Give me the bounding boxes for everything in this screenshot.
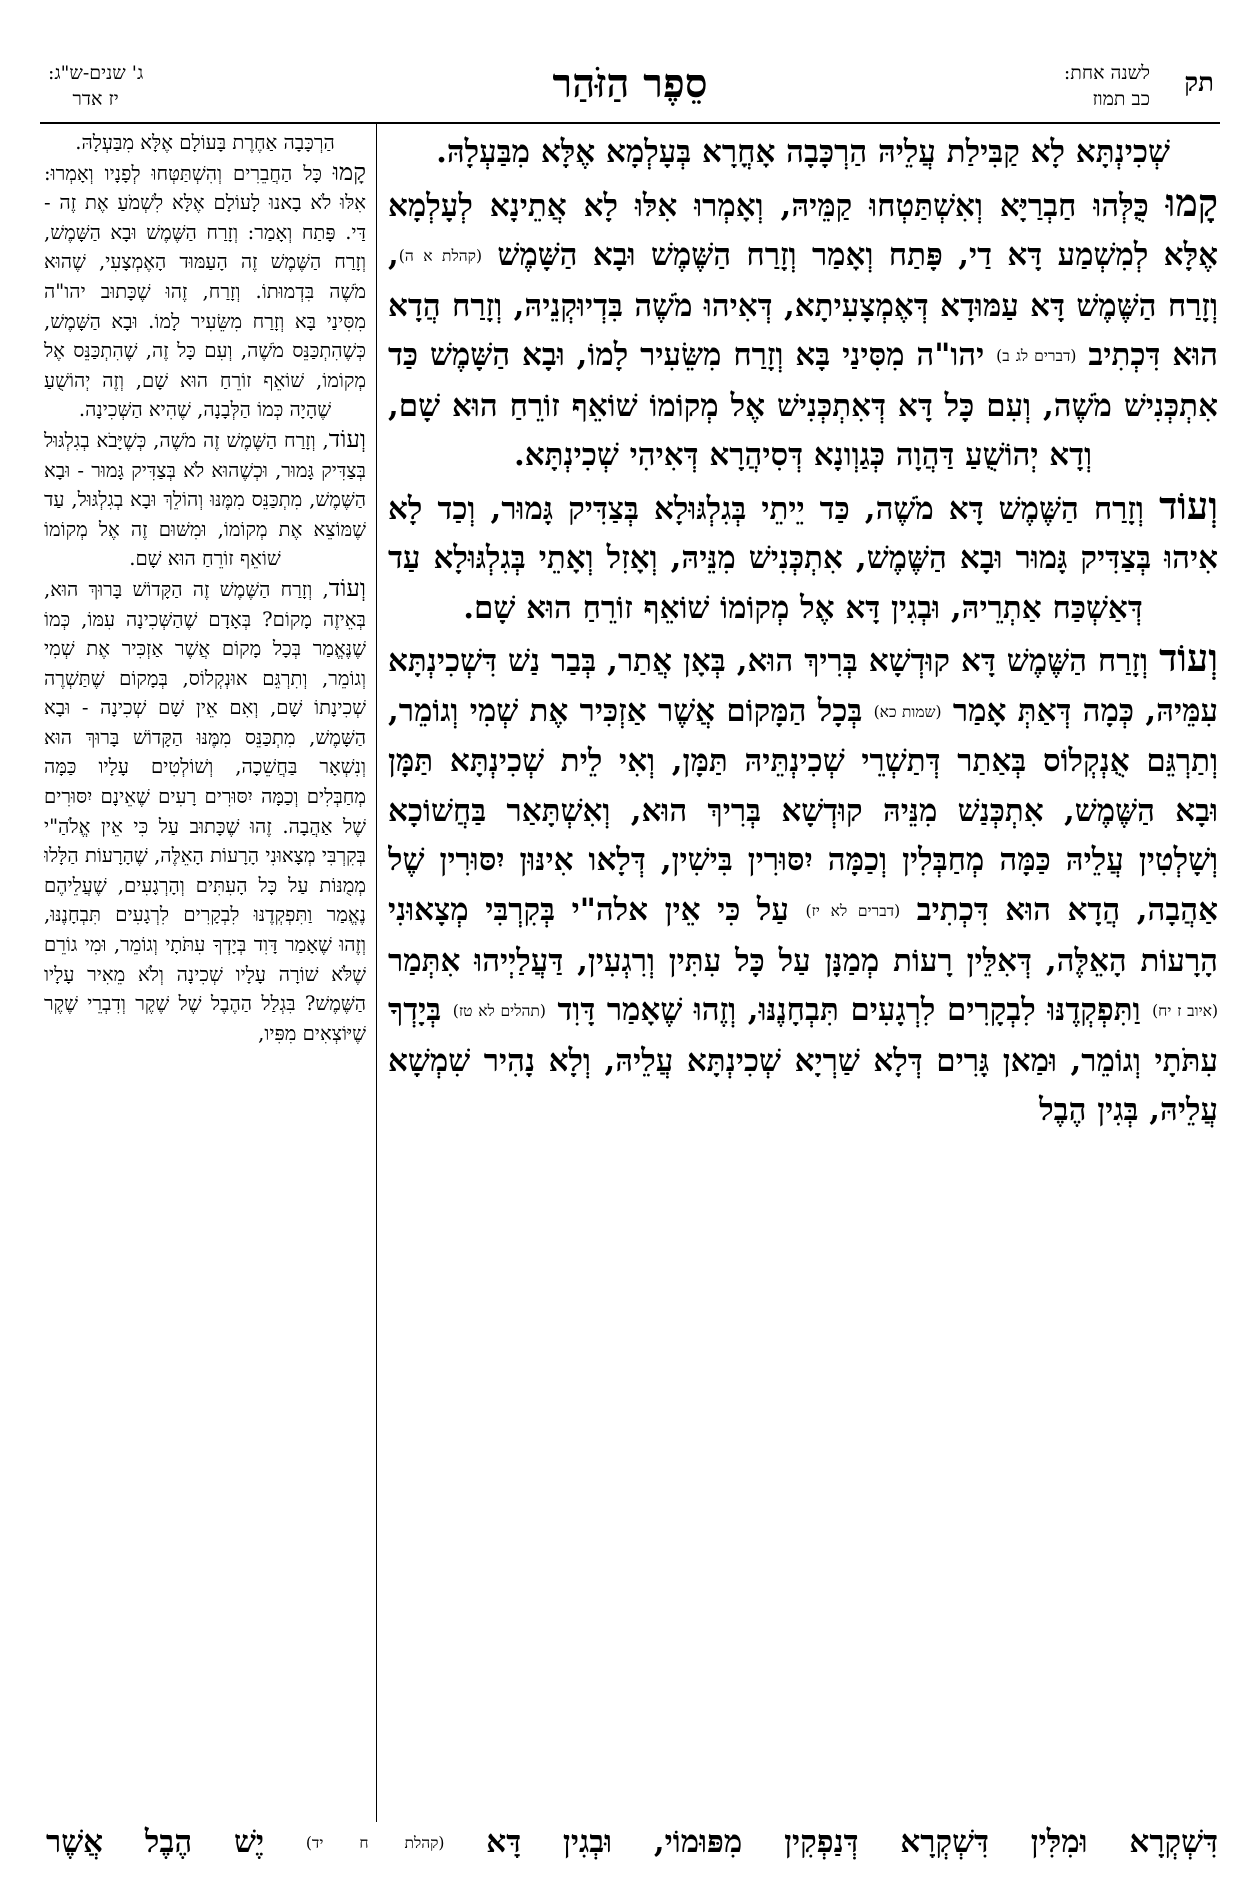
aramaic-continuation-line	[46, 1818, 1218, 1868]
page-header	[40, 58, 1220, 122]
aramaic-p4-source-ref-3: (איוב ז יח)	[1152, 1002, 1218, 1021]
hebrew-paragraph-2	[44, 158, 366, 425]
aramaic-p4-text-2: אֶת שְׁמִי וְגוֹמֵר, וְתַרְגֵּם אֻנְקְלוֹס בְּאַתַר דְּתַשְׁרֵי שְׁכִינְתֵּיהּ תַּמָּן, וְאִי לֵית שְׁכִינְתָּא תַּמָּן וּבָא הַשֶּׁמֶשׁ, אִתְכְּנַשׁ מִנֵּיהּ קוּדְשָׁא בְּרִיךְ הוּא, וְאִשְׁתָּאַר בַּחֲשׁוֹכָא וְשָׁלְטִין עֲלֵיהּ כַּמָּה מְחַבְּלִין וְכַמָּה יִסּוּרִין בִּישִׁין, דְּלָאו אִינּוּן יִסּוּרִין שֶׁל אַהֲבָה, הֲדָא הוּא דִּכְתִיב	[388, 692, 1218, 928]
aramaic-p4-verse-2: עַל כִּי אֵין	[664, 891, 806, 928]
aramaic-p4-text-3: אלה"י בְּקִרְבִּי מְצָאוּנִי הָרָעוֹת הָאֵלֶּה, דְּאִלֵּין רָעוֹת מְמַנָּן עַל כָּל עִתִּין וְרִגְעִין, דַּעֲלַיְיהוּ אִתְּמַר	[388, 891, 1218, 979]
aramaic-p2-text-1: כֻּלְּהוּ חַבְרַיָּא וְאִשְׁתַּטְחוּ קַמֵּיהּ, וְאָמְרוּ אִלּוּ לָא אֲתֵינָא לְעָלְמָא אֶלָּא לְמִשְׁמַע דָּא דַי, פָּתַח וְאָמַר וְזָרַח הַשֶּׁמֶשׁ וּבָא הַשָּׁמֶשׁ	[388, 187, 1218, 273]
book-title: סֵפֶר הַזֹּהַר	[552, 60, 708, 107]
hebrew-p3-text: , וְזָרַח הַשֶּׁמֶשׁ זֶה מֹשֶׁה, כְּשֶׁיָּבֹא בְגִלְגּוּל בְּצַדִּיק גָּמוּר, וּכְשֶׁהוּא לֹא בְּצַדִּיק גָּמוּר - וּבָא הַשֶּׁמֶשׁ, מִתְכַּנֵּס מִמֶּנּוּ וְהוֹלֵךְ וּבָא בְגִלְגּוּל, עַד שֶׁמּוֹצֵא אֶת מְקוֹמוֹ, וּמִשּׁוּם זֶה אֶל מְקוֹמוֹ שׁוֹאֵף זוֹרֵחַ הוּא שָׁם.	[44, 428, 366, 571]
aramaic-p4-opener: וְעוֹד	[1159, 635, 1218, 681]
aramaic-paragraph-2	[388, 178, 1218, 481]
aramaic-p4-source-ref-1: (שמות כא)	[873, 702, 942, 721]
cycle-schedule	[48, 60, 143, 112]
aramaic-p4-verse-3: וַתִּפְקְדֶנּוּ לִבְקָרִים לִרְגָעִים	[850, 992, 1153, 1028]
aramaic-p4-source-ref-2: (דברים לא יז)	[805, 902, 901, 920]
aramaic-p3-opener: וְעוֹד	[1159, 482, 1218, 528]
aramaic-p2-text-2: , וְזָרַח הַשֶּׁמֶשׁ דָּא עַמּוּדָא דְּאֶמְצָעִיתָא, דְּאִיהוּ מֹשֶׁה בִּדְיוּקְנֵיהּ, וְזָרַח הֲדָא הוּא דִּכְתִיב	[388, 237, 1218, 374]
daily-study-date: כב תמוז	[1092, 88, 1150, 110]
hebrew-p4-text: , וְזָרַח הַשֶּׁמֶשׁ זֶה הַקָּדוֹשׁ בָּרוּךְ הוּא, בְּאֵיזֶה מָקוֹם? בְּאָדָם שֶׁהַשְּׁכִינָה עִמּוֹ, כְּמוֹ שֶׁנֶּאֱמַר בְּכָל מָקוֹם אֲשֶׁר אַזְכִּיר אֶת שְׁמִי וְגוֹמֵר, וְתִרְגֵּם אוּנְקְלוֹס, בְּמָקוֹם שֶׁתַּשְׁרֶה שְׁכִינָתוֹ שָׁם, וְאִם אֵין שָׁם שְׁכִינָה - וּבָא הַשָּׁמֶשׁ, מִתְכַּנֵּס מִמֶּנּוּ הַקָּדוֹשׁ בָּרוּךְ הוּא וְנִשְׁאָר בַּחֲשֵׁכָה, וְשׁוֹלְטִים עָלָיו כַּמָּה מְחַבְּלִים וְכַמָּה יִסּוּרִים רָעִים שֶׁאֵינָם יִסּוּרִים שֶׁל אַהֲבָה. זֶהוּ שֶׁכָּתוּב עַל כִּי אֵין אֱלֹהַ"י בְּקִרְבִּי מְצָאוּנִי הָרָעוֹת הָאֵלֶּה, שֶׁהָרָעוֹת הַלָּלוּ מְמֻנּוֹת עַל כָּל הָעִתִּים וְהָרְגָעִים, שֶׁעֲלֵיהֶם נֶאֱמַר וַתִּפְקְדֶנּוּ לִבְקָרִים לִרְגָעִים תִּבְחָנֶנּוּ, וְזֶהוּ שֶׁאָמַר דָּוִד בְּיָדְךָ עִתֹּתָי וְגוֹמֵר, וּמִי גוֹרֵם שֶׁלֹּא שׁוֹרָה עָלָיו שְׁכִינָה וְלֹא מֵאִיר עָלָיו הַשֶּׁמֶשׁ? בִּגְלַל הַהֶבֶל שֶׁל שֶׁקֶר וְדִבְרֵי שֶׁקֶר שֶׁיּוֹצְאִים מִפִּיו,	[44, 577, 366, 1045]
aramaic-p2-verse: יהו"ה מִסִּינַי בָּא וְזָרַח מִשֵּׂעִיר לָמוֹ	[587, 337, 997, 374]
hebrew-paragraph-1	[44, 128, 366, 158]
aramaic-p2-source-ref-1: (קהלת א ה)	[398, 247, 483, 266]
aramaic-paragraph-1	[388, 128, 1218, 178]
bottom-text: דִּשְׁקְרָא וּמִלִּין דִּשְׁקְרָא דְּנַפְקִין מִפּוּמוֹי, וּבְגִין דָּא	[444, 1824, 1218, 1860]
aramaic-p2-source-ref-2: (דברים לג ב)	[996, 347, 1077, 366]
header-divider	[40, 122, 1220, 124]
aramaic-p1-text: שְׁכִינְתָּא לָא קַבִּילַת עֲלֵיהּ הַרְכָּבָה אָחֳרָא בְּעָלְמָא אֶלָּא מִבַּעְלָהּ.	[436, 134, 1170, 170]
hebrew-p3-opener: וְעוֹד	[328, 424, 366, 453]
aramaic-paragraph-3	[388, 481, 1218, 634]
aramaic-p2-text-3: , וּבָא הַשָּׁמֶשׁ כַּד אִתְכְּנִישׁ מֹשֶׁה, וְעִם כָּל דָּא דְּאִתְכְּנִישׁ אֶל מְקוֹמוֹ שׁוֹאֵף זוֹרֵחַ הוּא שָׁם, וְדָא יְהוֹשֻׁעַ דַּהֲוָה כְּגַוְונָא דְּסִיהֲרָא דְּאִיהִי שְׁכִינְתָּא.	[388, 337, 1218, 474]
hebrew-p2-text: כָּל הַחֲבֵרִים וְהִשְׁתַּטְּחוּ לְפָנָיו וְאָמְרוּ: אִלּוּ לֹא בָאנוּ לָעוֹלָם אֶלָּא לִשְׁמֹעַ אֶת זֶה - דַּי. פָּתַח וְאָמַר: וְזָרַח הַשֶּׁמֶשׁ וּבָא הַשָּׁמֶשׁ, וְזָרַח הַשֶּׁמֶשׁ זֶה הָעַמּוּד הָאֶמְצָעִי, שֶׁהוּא מֹשֶׁה בִּדְמוּתוֹ. וְזָרַח, זֶהוּ שֶׁכָּתוּב יהו"ה מִסִּינַי בָּא וְזָרַח מִשֵּׂעִיר לָמוֹ. וּבָא הַשָּׁמֶשׁ, כְּשֶׁהִתְכַּנֵּס מֹשֶׁה, וְעִם כָּל זֶה, שֶׁהִתְכַּנֵּס אֶל מְקוֹמוֹ, שׁוֹאֵף זוֹרֵחַ הוּא שָׁם, וְזֶה יְהוֹשֻׁעַ שֶׁהָיָה כְּמוֹ הַלְּבָנָה, שֶׁהִיא הַשְּׁכִינָה.	[44, 161, 366, 422]
hebrew-p4-opener: וְעוֹד	[328, 573, 366, 602]
aramaic-p4-text-4: תִּבְחָנֶנּוּ, וְזֶהוּ שֶׁאָמַר דָּוִד	[545, 992, 851, 1028]
aramaic-p4-verse-1: בְּכָל הַמָּקוֹם אֲשֶׁר אַזְכִּיר	[579, 692, 874, 729]
hebrew-column	[44, 128, 366, 1820]
hebrew-paragraph-3	[44, 425, 366, 574]
cycle-label: ג' שנים-ש"ג:	[48, 62, 144, 84]
hebrew-p1-text: הַרְכָּבָה אַחֶרֶת בָּעוֹלָם אֶלָּא מִבַּעְלָהּ.	[75, 131, 335, 154]
daily-study-label: לשנה אחת:	[1063, 62, 1150, 84]
aramaic-p4-source-ref-4: (תהלים לא טז)	[452, 1002, 546, 1021]
aramaic-p3-text: וְזָרַח הַשֶּׁמֶשׁ דָּא מֹשֶׁה, כַּד יֵיתֵי בְּגִלְגּוּלָא בְּצַדִּיק גָּמוּר, וְכַד לָא אִיהוּ בְּצַדִּיק גָּמוּר וּבָא הַשֶּׁמֶשׁ, אִתְכְּנִישׁ מִנֵּיהּ, וְאָזִל וְאָתֵי בְּגִלְגּוּלָא עַד דְּאַשְׁכַּח אַתְרֵיהּ, וּבְגִין דָּא אֶל מְקוֹמוֹ שׁוֹאֵף זוֹרֵחַ הוּא שָׁם.	[388, 490, 1218, 626]
hebrew-p2-opener: קָמוּ	[332, 157, 366, 186]
aramaic-p4-verse-4: בְּיָדְךָ	[388, 992, 453, 1028]
page-number: תק	[1184, 68, 1214, 98]
hebrew-paragraph-4	[44, 574, 366, 1049]
aramaic-paragraph-4	[388, 633, 1218, 1135]
bottom-source-ref: (קהלת ח יד)	[305, 1834, 445, 1853]
column-divider	[376, 124, 377, 1822]
aramaic-p2-opener: קָמוּ	[1165, 179, 1218, 225]
bottom-verse: יֶשׁ הֶבֶל אֲשֶׁר	[46, 1824, 306, 1860]
aramaic-p4-text-1: וְזָרַח הַשֶּׁמֶשׁ דָּא קוּדְשָׁא בְּרִיךְ הוּא, בְּאָן אֲתַר, בְּבַר נַשׁ דִּשְׁכִינְתָּא עִמֵּיהּ, כְּמָה דְּאַתְּ אָמַר	[388, 643, 1218, 729]
aramaic-p4-text-5: עִתֹּתָי וְגוֹמֵר, וּמַאן גָּרִים דְּלָא שַׁרְיָא שְׁכִינְתָּא עֲלֵיהּ, וְלָא נָהִיר שִׁמְשָׁא עֲלֵיהּ, בְּגִין הֶבֶל	[388, 1042, 1218, 1129]
aramaic-column	[388, 128, 1218, 1768]
cycle-date: יז אדר	[72, 88, 119, 110]
